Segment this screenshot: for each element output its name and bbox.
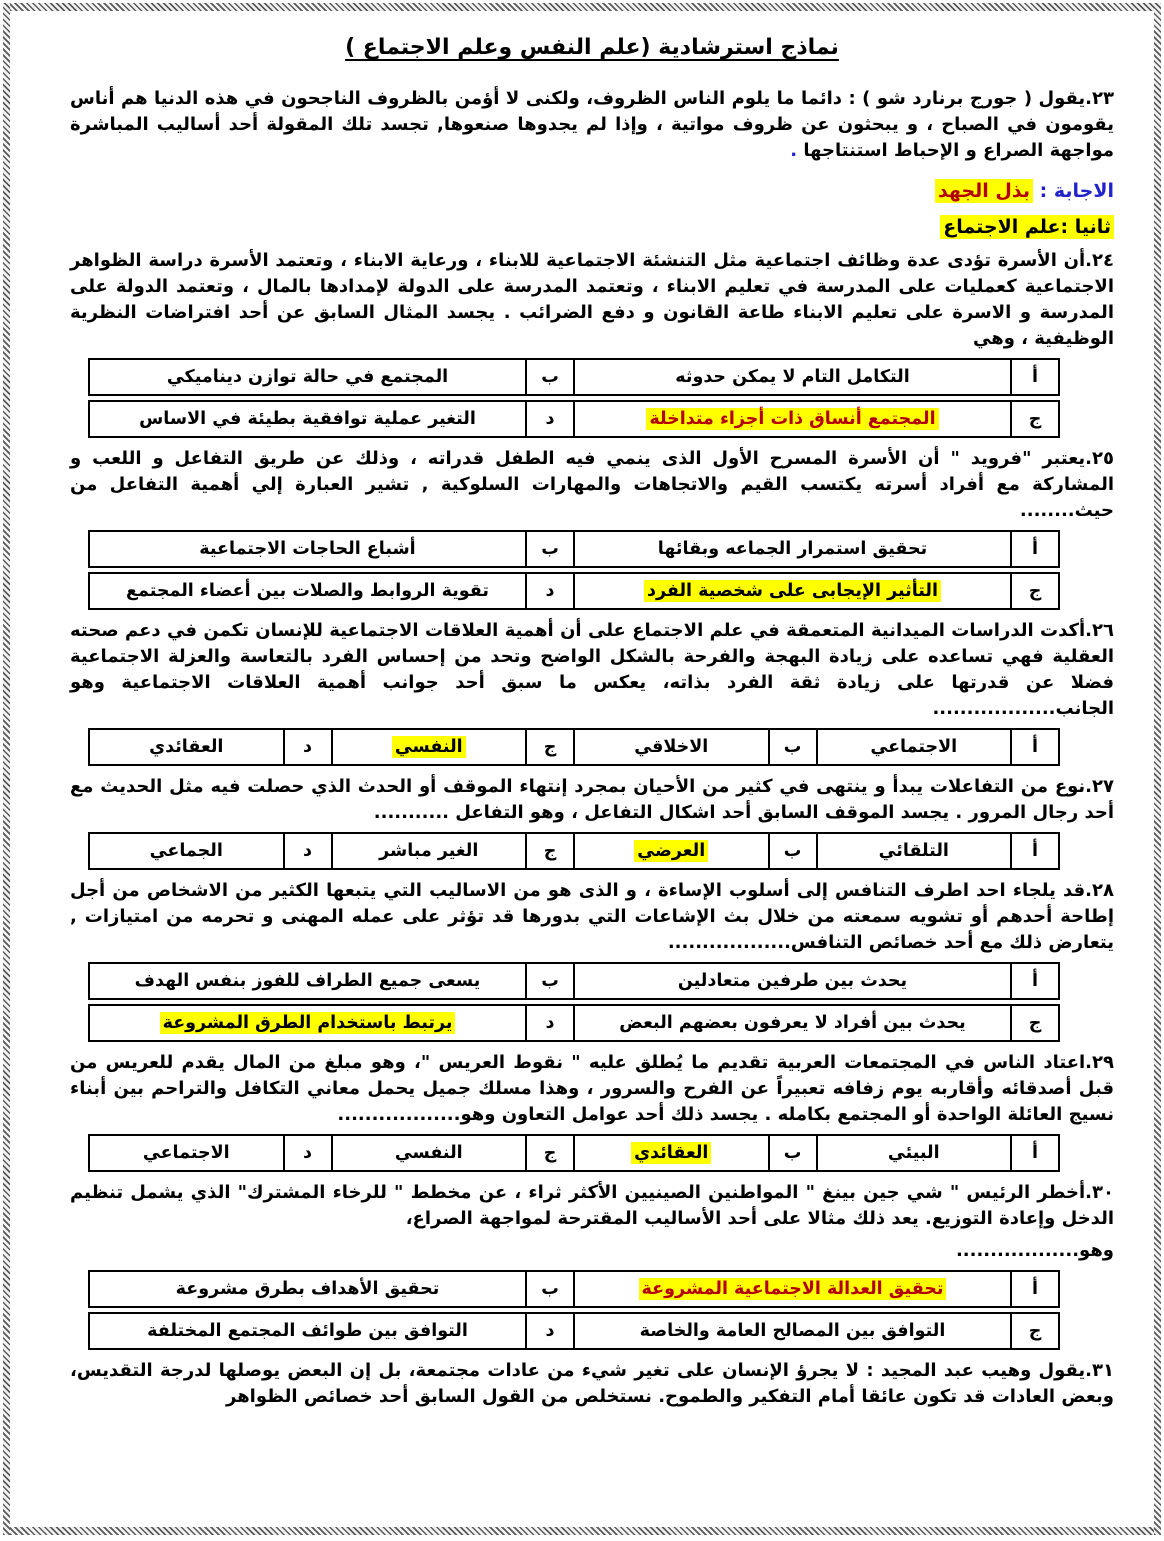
question-24-text: ٢٤.أن الأسرة تؤدى عدة وظائف اجتماعية مثل التنشئة الاجتماعية للابناء ، ورعاية الابناء ، وتعتمد الأسرة دراسة الظواهر الاجتماعية كعمليات على المدرسة في تعليم الابناء ، وتعتمد المدرسة على الدولة لإمدادها بالمال ، وتعتمد الدولة على المدرسة و الاسرة على تعليم الابناء طاعة القانون و دفع الضرائب . يجسد المثال السابق عن أحد افتراضات النظرية الوظيفية ، وهي — [70, 250, 1114, 349]
option-letter: ج — [1011, 1313, 1059, 1349]
highlighted-answer: المجتمع أنساق ذات أجزاء متداخلة — [646, 408, 938, 430]
table-row — [89, 1313, 1059, 1349]
option-text: العقائدي — [89, 729, 284, 765]
option-text: التلقائي — [817, 833, 1012, 869]
option-letter: د — [526, 1005, 574, 1041]
option-text — [574, 1271, 1011, 1307]
question-25-text: ٢٥.يعتبر "فرويد " أن الأسرة المسرح الأول الذى ينمي فيه الطفل قدراته ، وذلك عن طريق التفاعل و اللعب و المشاركة مع أفراد أسرته يكتسب القيم والاتجاهات والمهارات السلوكية , تشير العبارة إلي أهمية التفاعل من حيث........ — [70, 448, 1114, 521]
answer-line — [70, 180, 1114, 202]
answer-value: بذل الجهد — [935, 179, 1033, 203]
option-text — [574, 1135, 769, 1171]
highlighted-answer: يرتبط باستخدام الطرق المشروعة — [160, 1012, 456, 1034]
question-28-options — [70, 962, 1114, 1042]
option-text: الجماعي — [89, 833, 284, 869]
option-text: أشباع الحاجات الاجتماعية — [89, 531, 526, 567]
question-29-text: ٢٩.اعتاد الناس في المجتمعات العربية تقديم ما يُطلق عليه " نقوط العريس "، وهو مبلغ من المال يقدم للعريس من قبل أصدقائه وأقاربه يوم زفافه تعبيراً عن الفرح والسرور ، وهذا مسلك جميل يحمل معاني التكافل والتراحم بين أبناء نسيج العائلة الواحدة أو المجتمع بكامله . يجسد ذلك أحد عوامل التعاون وهو.................. — [70, 1052, 1114, 1125]
page-border-right — [1154, 3, 1161, 1535]
highlighted-answer: العقائدي — [631, 1142, 711, 1164]
highlighted-answer: تحقيق العدالة الاجتماعية المشروعة — [639, 1278, 947, 1300]
question-27-options — [70, 832, 1114, 870]
option-letter: ب — [526, 1271, 574, 1307]
option-text: الاخلاقي — [574, 729, 769, 765]
table-row — [89, 833, 1059, 869]
question-27-text: ٢٧.نوع من التفاعلات يبدأ و ينتهى في كثير من الأحيان بمجرد إنتهاء الموقف أو الحدث الذي حصلت فيه مثل الحديث مع أحد رجال المرور . يجسد الموقف السابق أحد اشكال التفاعل ، وهو التفاعل ........... — [70, 776, 1114, 823]
answer-label: الاجابة : — [1039, 180, 1114, 202]
option-text: تحقيق الأهداف بطرق مشروعة — [89, 1271, 526, 1307]
question-28-text: ٢٨.قد يلجاء احد اطرف التنافس إلى أسلوب الإساءة ، و الذى هو من الاساليب التي يتبعها الكثير من الاشخاص من أجل إطاحة أحدهم أو تشويه سمعته من خلال بث الإشاعات التي بدورها قد تؤثر على عمله المهنى و تحرمه من امتيازات , يتعارض ذلك مع أحد خصائص التنافس.................. — [70, 880, 1114, 953]
option-letter: د — [526, 573, 574, 609]
option-letter: د — [284, 833, 332, 869]
question-30-text: ٣٠.أخطر الرئيس " شي جين بينغ " المواطنين الصينيين الأكثر ثراء ، عن مخطط " للرخاء المشترك" الذي يشمل تنظيم الدخل وإعادة التوزيع. يعد ذلك مثالا على أحد الأساليب المقترحة لمواجهة الصراع، — [70, 1182, 1114, 1229]
option-letter: أ — [1011, 833, 1059, 869]
question-26-text: ٢٦.أكدت الدراسات الميدانية المتعمقة في علم الاجتماع على أن أهمية العلاقات الاجتماعية للإنسان تكمن في دعم صحته العقلية فهي تساعده على زيادة البهجة والفرحة بالشكل الواضح وتحد من إحساس الفرد بالتعاسة والعزلة الاجتماعية فضلا عن قدرتها على زيادة ثقة الفرد بذاته، يعكس ما سبق أحد جوانب أهمية العلاقات الاجتماعية وهو الجانب.................. — [70, 620, 1114, 719]
question-30-tail: وهو.................. — [955, 1240, 1114, 1261]
option-letter: ب — [526, 963, 574, 999]
table-row — [89, 401, 1059, 437]
options-row — [88, 1004, 1060, 1042]
options-row — [88, 1134, 1060, 1172]
question-26-options — [70, 728, 1114, 766]
table-row — [89, 729, 1059, 765]
table-row — [89, 573, 1059, 609]
option-text: التوافق بين طوائف المجتمع المختلفة — [89, 1313, 526, 1349]
options-row — [88, 1312, 1060, 1350]
section-heading: ثانيا :علم الاجتماع — [70, 216, 1114, 238]
option-text: التغير عملية توافقية بطيئة في الاساس — [89, 401, 526, 437]
option-text: الغير مباشر — [332, 833, 527, 869]
option-text — [574, 833, 769, 869]
option-letter: أ — [1011, 359, 1059, 395]
highlighted-answer: النفسي — [392, 736, 466, 758]
options-row — [88, 358, 1060, 396]
highlighted-answer: العرضي — [634, 840, 708, 862]
option-text — [332, 729, 527, 765]
highlighted-answer: التأثير الإيجابى على شخصية الفرد — [644, 580, 941, 602]
option-letter: د — [284, 729, 332, 765]
table-row — [89, 963, 1059, 999]
options-row — [88, 400, 1060, 438]
option-letter: ب — [769, 833, 817, 869]
option-text: تحقيق استمرار الجماعه وبقائها — [574, 531, 1011, 567]
option-text: المجتمع في حالة توازن ديناميكي — [89, 359, 526, 395]
option-text: التكامل التام لا يمكن حدوثه — [574, 359, 1011, 395]
question-29-options — [70, 1134, 1114, 1172]
option-letter: ج — [1011, 401, 1059, 437]
option-letter: أ — [1011, 1135, 1059, 1171]
option-letter: د — [284, 1135, 332, 1171]
option-letter: أ — [1011, 1271, 1059, 1307]
blue-period: . — [790, 140, 798, 161]
option-text: تقوية الروابط والصلات بين أعضاء المجتمع — [89, 573, 526, 609]
option-text: يحدث بين أفراد لا يعرفون بعضهم البعض — [574, 1005, 1011, 1041]
option-letter: أ — [1011, 531, 1059, 567]
option-letter: ج — [526, 729, 574, 765]
page-border-top — [4, 3, 1160, 11]
option-text: يسعى جميع الطراف للفوز بنفس الهدف — [89, 963, 526, 999]
page-border-left — [3, 3, 10, 1535]
question-24-options — [70, 358, 1114, 438]
option-text: التوافق بين المصالح العامة والخاصة — [574, 1313, 1011, 1349]
question-30-options — [70, 1270, 1114, 1350]
option-text — [574, 401, 1011, 437]
option-text — [89, 1005, 526, 1041]
option-text: الاجتماعي — [817, 729, 1012, 765]
options-row — [88, 728, 1060, 766]
option-letter: ب — [769, 729, 817, 765]
page-content — [10, 11, 1154, 1527]
option-letter: أ — [1011, 729, 1059, 765]
option-letter: د — [526, 401, 574, 437]
table-row — [89, 1005, 1059, 1041]
option-letter: ب — [526, 531, 574, 567]
question-31-text: ٣١.يقول وهيب عبد المجيد : لا يجرؤ الإنسان على تغير شيء من عادات مجتمعة، بل إن البعض يوصلها لدرجة التقديس، وبعض العادات قد تكون عائقا أمام التفكير والطموح. نستخلص من القول السابق أحد خصائص الظواهر — [70, 1360, 1114, 1407]
page-title: نماذج استرشادية (علم النفس وعلم الاجتماع ) — [345, 35, 839, 60]
option-letter: ب — [769, 1135, 817, 1171]
options-row — [88, 572, 1060, 610]
table-row — [89, 359, 1059, 395]
question-25-options — [70, 530, 1114, 610]
options-row — [88, 1270, 1060, 1308]
option-text: البيئي — [817, 1135, 1012, 1171]
table-row — [89, 531, 1059, 567]
option-letter: ج — [526, 833, 574, 869]
option-text: النفسي — [332, 1135, 527, 1171]
option-letter: ج — [1011, 573, 1059, 609]
option-letter: د — [526, 1313, 574, 1349]
option-text — [574, 573, 1011, 609]
option-letter: أ — [1011, 963, 1059, 999]
options-row — [88, 962, 1060, 1000]
option-letter: ج — [526, 1135, 574, 1171]
question-23-text: ٢٣.يقول ( جورج برنارد شو ) : دائما ما يلوم الناس الظروف، ولكنى لا أؤمن بالظروف الناجحون في هذه الدنيا هم أناس يقومون في الصباح ، و يبحثون عن ظروف مواتية ، وإذا لم يجدوها صنعوها, تجسد تلك المقولة أحد أساليب المباشرة مواجهة الصراع و الإحباط استنتاجها . — [70, 88, 1114, 161]
page-border-bottom — [4, 1527, 1160, 1535]
options-row — [88, 832, 1060, 870]
option-letter: ج — [1011, 1005, 1059, 1041]
table-row — [89, 1135, 1059, 1171]
options-row — [88, 530, 1060, 568]
option-text: يحدث بين طرفين متعادلين — [574, 963, 1011, 999]
option-text: الاجتماعي — [89, 1135, 284, 1171]
table-row — [89, 1271, 1059, 1307]
option-letter: ب — [526, 359, 574, 395]
